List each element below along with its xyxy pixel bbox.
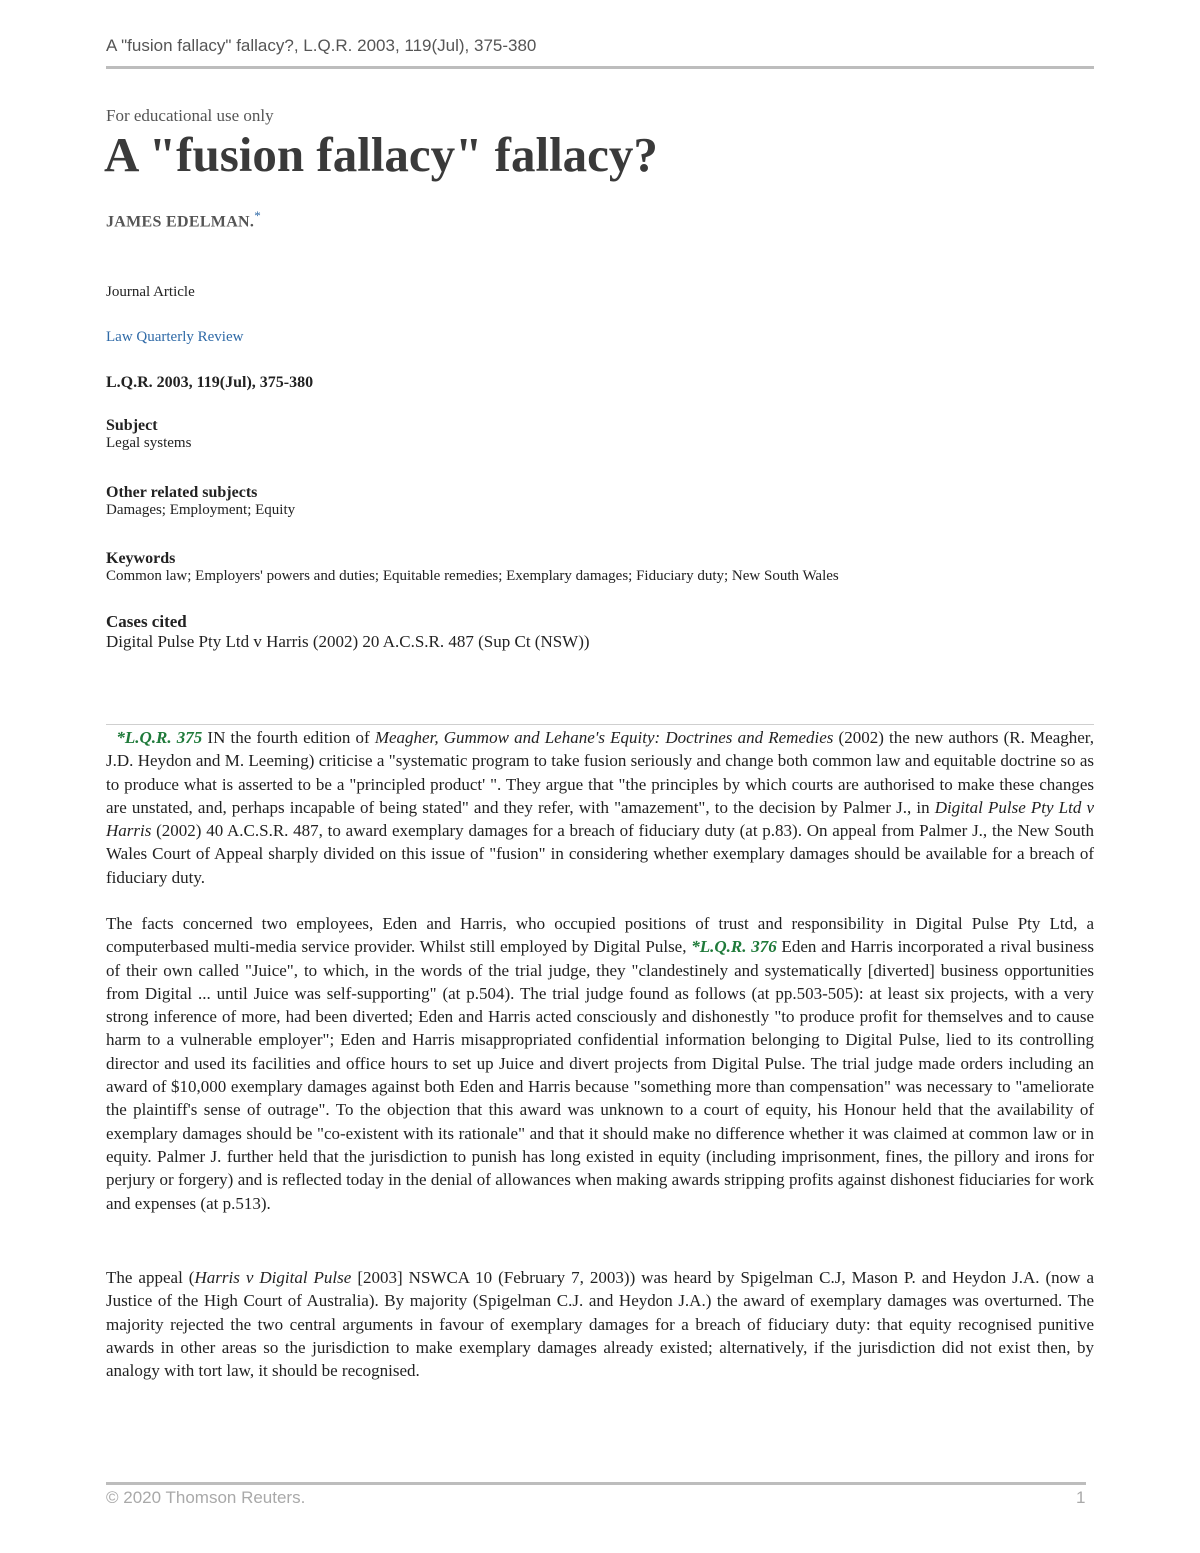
paragraph-2 — [106, 912, 1094, 1215]
p3-case-name: Harris v Digital Pulse — [194, 1268, 352, 1287]
journal-link[interactable]: Law Quarterly Review — [106, 329, 244, 345]
other-subjects-label: Other related subjects — [106, 484, 258, 501]
p1-text-e: (2002) 40 A.C.S.R. 487, to award exemplary damages for a breach of fiduciary duty (at p.83). On appeal from Palmer J., the New South Wales Court of Appeal sharply divided on this issue of "fusion" in considering whether exemplary damages should be available for a breach of fiduciary duty. — [106, 821, 1094, 887]
keywords-value: Common law; Employers' powers and duties; Equitable remedies; Exemplary damages; Fiduciary duty; New South Wales — [106, 568, 839, 584]
page-marker-376: *L.Q.R. 376 — [691, 937, 777, 957]
paragraph-3 — [106, 1266, 1094, 1382]
subject-value: Legal systems — [106, 435, 192, 451]
keywords-section — [106, 550, 839, 585]
author-name: JAMES EDELMAN. — [106, 213, 255, 231]
page-number: 1 — [1076, 1488, 1086, 1507]
p2-text-b: Eden and Harris incorporated a rival business of their own called "Juice", to which, in the words of the trial judge, they "clandestinely and systematically [diverted] business opportunities from Digital ... until Juice was self-supporting" (at p.504). The trial judge found as follows (at pp.503-505): at least six projects, with a very strong inference of more, had been diverted; Eden and Harris acted consciously and dishonestly "to produce profit for themselves and to cause harm to a vulnerable employer"; Eden and Harris misappropriated confidential information belonging to Digital Pulse, lied to its controlling director and used its facilities and office hours to set up Juice and divert projects from Digital Pulse. The trial judge made orders including an award of $10,000 exemplary damages against both Eden and Harris because "something more than compensation" was necessary to "ameliorate the plaintiff's sense of outrage". To the objection that this award was unknown to a court of equity, his Honour held that the availability of exemplary damages should be "co-existent with its rationale" and that it should make no difference whether it was claimed at common law or in equity. Palmer J. further held that the jurisdiction to punish has long existed in equity (including imprisonment, fines, the pillory and irons for perjury or forgery) and is reflected today in the denial of allowances when making awards stripping profits against dishonest fiduciaries for work and expenses (at p.513). — [106, 937, 1094, 1213]
p1-text-a: IN the fourth edition of — [202, 728, 375, 747]
p2-text-a: The facts concerned two employees, Eden and Harris, who occupied positions of trust and responsibility in Digital Pulse Pty Ltd, a computerbased multi-media service provider. Whilst still employed by Digital Pulse, — [106, 914, 1094, 957]
cases-label: Cases cited — [106, 612, 187, 631]
p1-book-title: Meagher, Gummow and Lehane's Equity: Doctrines and Remedies — [374, 728, 834, 747]
document-type: Journal Article — [106, 284, 195, 300]
p1-text-c: (2002) the new authors (R. Meagher, J.D. Heydon and M. Leeming) criticise a "systematic program to take fusion seriously and change both common law and equitable doctrine so as to produce what is asserted to be a "principled product' ". They argue that "the principles by which courts are authorised to make these changes are unstated, and, perhaps incapable of being stated" and they refer, with "amazement", to the decision by Palmer J., in — [106, 728, 1095, 817]
p1-case-name: Digital Pulse Pty Ltd v Harris — [106, 797, 1094, 841]
copyright-notice: © 2020 Thomson Reuters. — [106, 1488, 306, 1507]
cases-section — [106, 612, 590, 652]
p3-text-c: [2003] NSWCA 10 (February 7, 2003)) was heard by Spigelman C.J, Mason P. and Heydon J.A. (now a Justice of the High Court of Australia). By majority (Spigelman C.J. and Heydon J.A.) the award of exemplary damages was overturned. The majority rejected the two central arguments in favour of exemplary damages for a breach of fiduciary duty: that equity recognised punitive awards in other areas so the jurisdiction to make exemplary damages already existed; alternatively, if the jurisdiction did not exist then, by analogy with tort law, it should be recognised. — [106, 1268, 1095, 1381]
author-footnote-link[interactable]: * — [254, 208, 262, 223]
paragraph-1 — [106, 726, 1094, 889]
body-divider — [106, 724, 1094, 725]
subject-label: Subject — [106, 417, 158, 434]
running-head-title: A "fusion fallacy" fallacy?, L.Q.R. 2003, 119(Jul), 375-380 — [106, 36, 537, 55]
other-subjects-section — [106, 484, 295, 519]
other-subjects-value: Damages; Employment; Equity — [106, 502, 296, 518]
cases-value: Digital Pulse Pty Ltd v Harris (2002) 20 A.C.S.R. 487 (Sup Ct (NSW)) — [106, 632, 590, 651]
author-line — [106, 208, 261, 231]
p3-text-a: The appeal ( — [106, 1268, 195, 1287]
subject-section — [106, 417, 191, 452]
footer-divider — [106, 1482, 1086, 1485]
article-title: A "fusion fallacy" fallacy? — [104, 127, 658, 182]
educational-use-notice: For educational use only — [106, 106, 274, 125]
header-divider — [106, 66, 1094, 69]
citation: L.Q.R. 2003, 119(Jul), 375-380 — [106, 374, 314, 391]
keywords-label: Keywords — [106, 550, 176, 567]
page-marker-375: *L.Q.R. 375 — [116, 728, 203, 747]
